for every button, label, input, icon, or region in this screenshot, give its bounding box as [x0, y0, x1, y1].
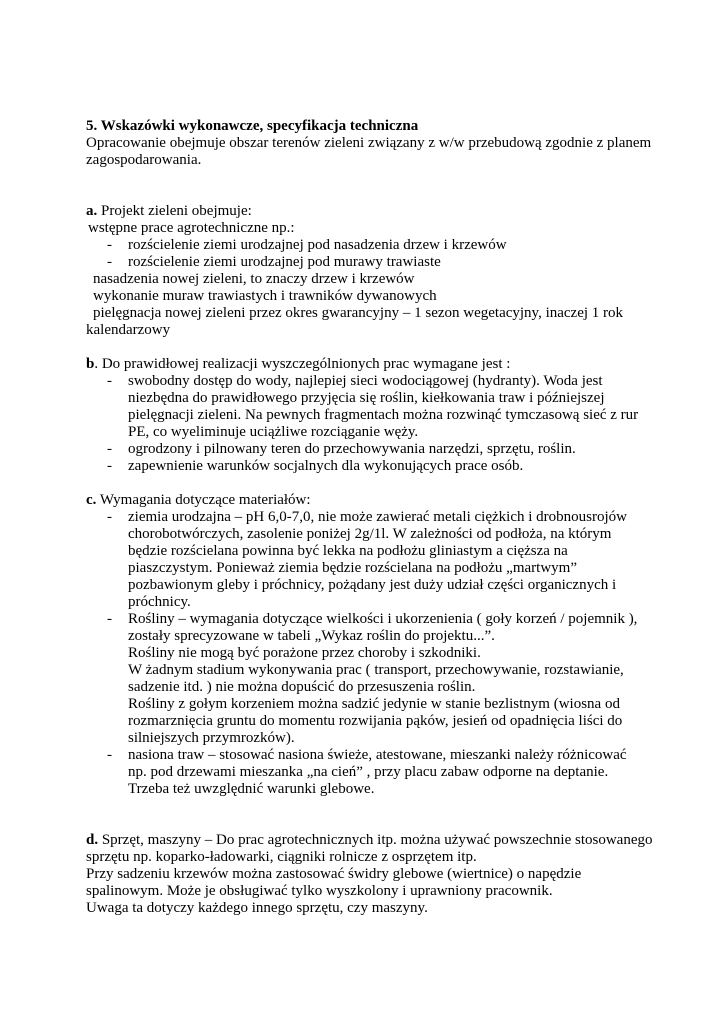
section-a-line: wykonanie muraw trawiastych i trawników dywanowych [93, 288, 437, 304]
section-b-bullet [86, 458, 646, 475]
bullet-text: swobodny dostęp do wody, najlepiej sieci wodociągowej (hydranty). Woda jest [128, 373, 603, 389]
section-a-marker: a. [86, 203, 98, 219]
section-d-marker: d. [86, 832, 99, 848]
dash-marker: - [107, 458, 112, 474]
dash-marker: - [107, 237, 112, 253]
bullet-continuation: próchnicy. [128, 594, 191, 610]
dash-marker: - [107, 373, 112, 389]
blank-line [86, 475, 646, 492]
section-d-title [86, 832, 653, 849]
section-d-line: Uwaga ta dotyczy każdego innego sprzętu, czy maszyny. [86, 900, 428, 916]
bullet-continuation: chorobotwórczych, zasolenie poniżej 2g/1l. W zależności od podłoża, na którym [128, 526, 612, 542]
section-c-title-text: Wymagania dotyczące materiałów: [96, 492, 311, 508]
blank-line [86, 169, 646, 186]
section-c-bullet [86, 611, 646, 628]
bullet-text: rozścielenie ziemi urodzajnej pod murawy trawiaste [128, 254, 441, 270]
blank-line [86, 815, 646, 832]
bullet-continuation: silniejszych przymrozków). [128, 730, 295, 746]
section-c-bullet [86, 509, 646, 526]
section-b-title-text: . Do prawidłowej realizacji wyszczególnionych prac wymagane jest : [94, 356, 511, 372]
bullet-text: Rośliny – wymagania dotyczące wielkości i ukorzenienia ( goły korzeń / pojemnik ), [128, 611, 638, 627]
section-c-marker: c. [86, 492, 97, 508]
dash-marker: - [107, 611, 112, 627]
bullet-continuation: pielęgnacji zieleni. Na pewnych fragmentach można rozwinąć tymczasową sieć z rur [128, 407, 639, 423]
bullet-continuation: Rośliny nie mogą być porażone przez choroby i szkodniki. [128, 645, 481, 661]
dash-marker: - [107, 747, 112, 763]
section-b-bullet [86, 373, 646, 390]
section-d-line: Przy sadzeniu krzewów można zastosować świdry glebowe (wiertnice) o napędzie [86, 866, 582, 882]
section-b-marker: b [86, 356, 95, 372]
section-c-bullet [86, 747, 646, 764]
section-b-bullet [86, 441, 646, 458]
section-d-line: sprzętu np. koparko-ładowarki, ciągniki rolnicze z osprzętem itp. [86, 849, 477, 865]
bullet-continuation: pozbawionym gleby i próchnicy, pożądany jest duży udział części organicznych i [128, 577, 617, 593]
section-a-bullet [86, 237, 646, 254]
bullet-continuation: np. pod drzewami mieszanka „na cień” , przy placu zabaw odporne na deptanie. [128, 764, 609, 780]
section-d-line: spalinowym. Może je obsługiwać tylko wyszkolony i uprawniony pracownik. [86, 883, 553, 899]
blank-line [86, 339, 646, 356]
bullet-continuation: zostały sprecyzowane w tabeli „Wykaz roślin do projektu...”. [128, 628, 495, 644]
blank-line [86, 798, 646, 815]
section-a-line: kalendarzowy [86, 322, 171, 338]
bullet-continuation: sadzenie itd. ) nie można dopuścić do przesuszenia roślin. [128, 679, 476, 695]
dash-marker: - [107, 441, 112, 457]
section-a-line: wstępne prace agrotechniczne np.: [88, 220, 295, 236]
dash-marker: - [107, 254, 112, 270]
bullet-continuation: niezbędna do prawidłowego przyjęcia się roślin, kiełkowania traw i późniejszej [128, 390, 605, 406]
bullet-continuation: Rośliny z gołym korzeniem można sadzić jedynie w stanie bezlistnym (wiosna od [128, 696, 620, 712]
intro-line: zagospodarowania. [86, 152, 202, 168]
bullet-continuation: piaszczystym. Ponieważ ziemia będzie rozścielana na podłożu „martwym” [128, 560, 577, 576]
document-page [86, 118, 653, 917]
dash-marker: - [107, 509, 112, 525]
bullet-text: rozścielenie ziemi urodzajnej pod nasadzenia drzew i krzewów [128, 237, 507, 253]
bullet-continuation: Trzeba też uwzględnić warunki glebowe. [128, 781, 375, 797]
section-a-title-text: Projekt zieleni obejmuje: [97, 203, 252, 219]
bullet-text: zapewnienie warunków socjalnych dla wykonujących prace osób. [128, 458, 524, 474]
section-d-title-text: Sprzęt, maszyny – Do prac agrotechnicznych itp. można używać powszechnie stosowanego [98, 832, 653, 848]
section-a-title [86, 203, 646, 220]
bullet-continuation: rozmarznięcia gruntu do momentu rozwijania pąków, jesień od opadnięcia liści do [128, 713, 623, 729]
bullet-continuation: PE, co wyeliminuje uciążliwe rozciąganie węży. [128, 424, 419, 440]
intro-line: Opracowanie obejmuje obszar terenów zieleni związany z w/w przebudową zgodnie z planem [86, 135, 652, 151]
bullet-continuation: W żadnym stadium wykonywania prac ( transport, przechowywanie, rozstawianie, [128, 662, 624, 678]
bullet-continuation: będzie rozścielana powinna być lekka na podłożu gliniastym a cięższa na [128, 543, 568, 559]
section-c-title [86, 492, 646, 509]
blank-line [86, 186, 646, 203]
section-a-bullet [86, 254, 646, 271]
bullet-text: ziemia urodzajna – pH 6,0-7,0, nie może zawierać metali ciężkich i drobnousrojów [128, 509, 627, 525]
section-a-line: nasadzenia nowej zieleni, to znaczy drzew i krzewów [93, 271, 415, 287]
section-b-title [86, 356, 646, 373]
section-heading: 5. Wskazówki wykonawcze, specyfikacja techniczna [86, 118, 419, 134]
bullet-text: ogrodzony i pilnowany teren do przechowywania narzędzi, sprzętu, roślin. [128, 441, 576, 457]
bullet-text: nasiona traw – stosować nasiona świeże, atestowane, mieszanki należy różnicować [128, 747, 627, 763]
section-a-line: pielęgnacja nowej zieleni przez okres gwarancyjny – 1 sezon wegetacyjny, inaczej 1 rok [93, 305, 624, 321]
